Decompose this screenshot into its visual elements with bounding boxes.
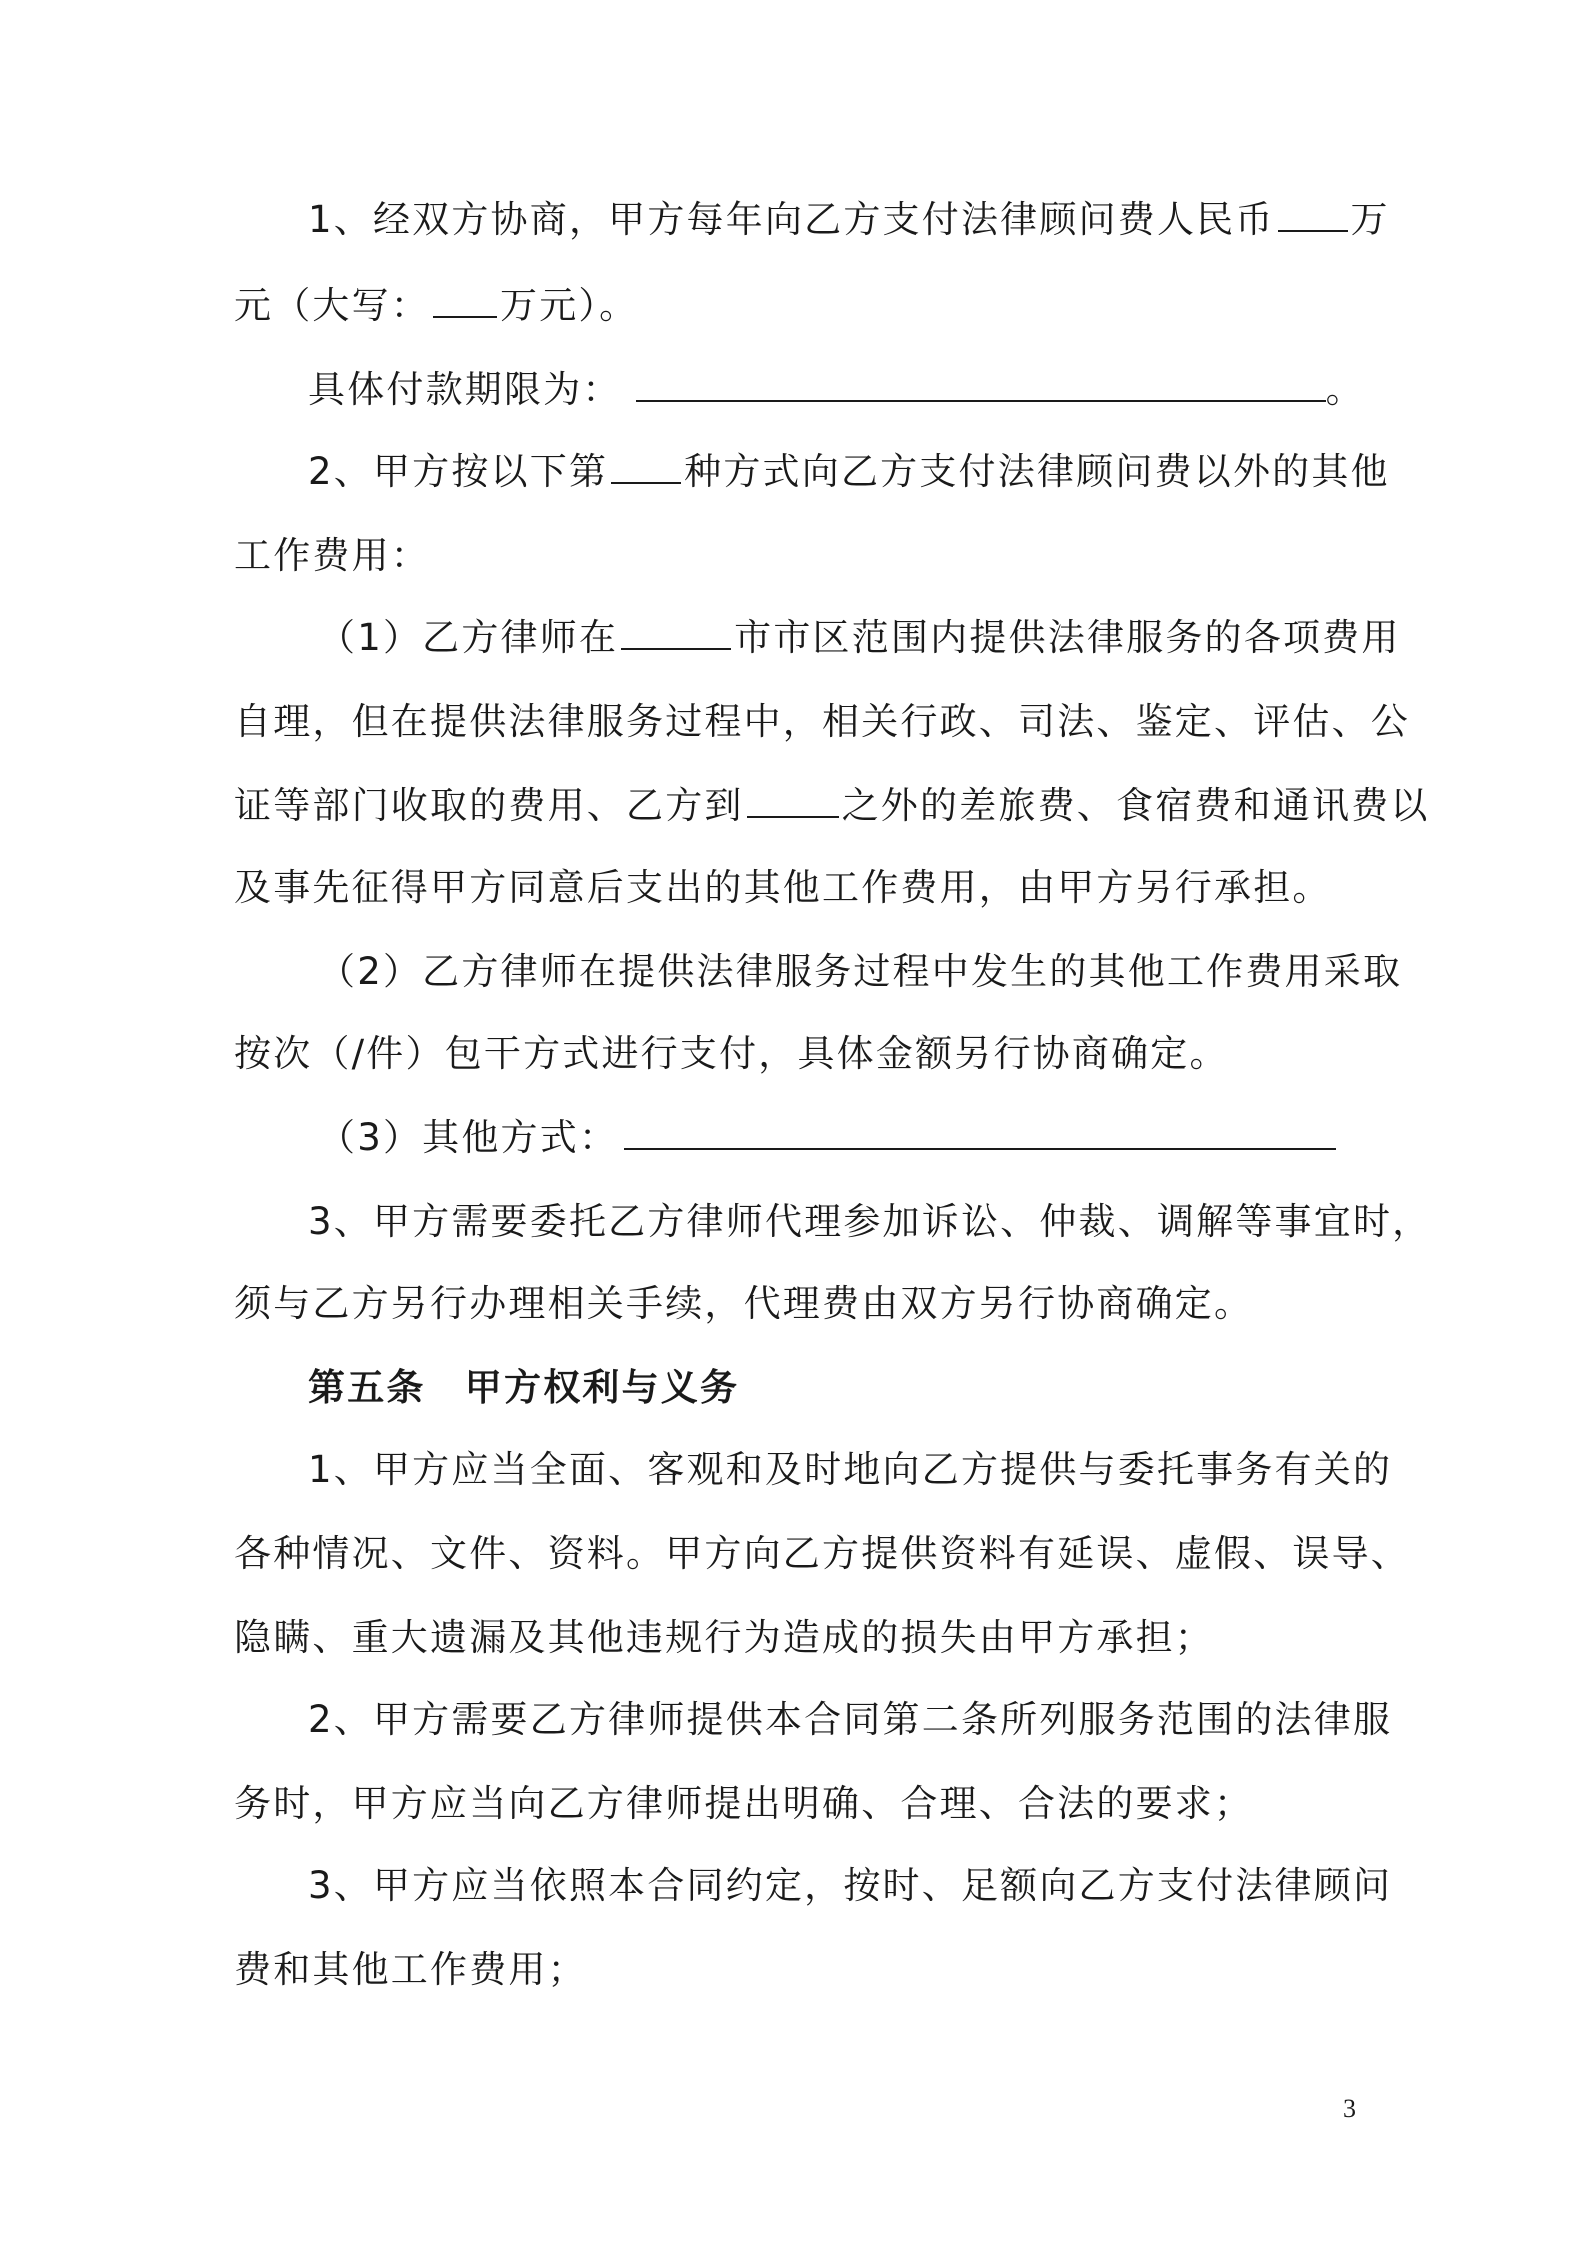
fill-in-blank[interactable] xyxy=(624,1112,1336,1150)
fill-in-blank[interactable] xyxy=(621,612,731,650)
paragraph-line: 工作费用： xyxy=(234,534,430,577)
paragraph-line: 3、甲方需要委托乙方律师代理参加诉讼、仲裁、调解等事宜时， xyxy=(308,1200,1432,1243)
paragraph-line: 费和其他工作费用； xyxy=(234,1948,587,1991)
paragraph-line: 3、甲方应当依照本合同约定，按时、足额向乙方支付法律顾问 xyxy=(308,1864,1393,1907)
fill-in-blank[interactable] xyxy=(1278,194,1348,232)
paragraph-line: 各种情况、文件、资料。甲方向乙方提供资料有延误、虚假、误导、 xyxy=(234,1532,1410,1575)
paragraph-line: 须与乙方另行办理相关手续，代理费由双方另行协商确定。 xyxy=(234,1282,1254,1325)
paragraph-line: 2、甲方按以下第 种方式向乙方支付法律顾问费以外的其他 xyxy=(308,446,1390,498)
paragraph-line: 隐瞒、重大遗漏及其他违规行为造成的损失由甲方承担； xyxy=(234,1616,1214,1659)
fill-in-blank[interactable] xyxy=(636,364,1326,402)
paragraph-line: 务时，甲方应当向乙方律师提出明确、合理、合法的要求； xyxy=(234,1782,1254,1825)
paragraph-line: 自理，但在提供法律服务过程中，相关行政、司法、鉴定、评估、公 xyxy=(234,700,1410,743)
fill-in-blank[interactable] xyxy=(433,280,497,318)
paragraph-line: 元（大写： 万元）。 xyxy=(234,280,638,332)
paragraph-line: 具体付款期限为： 。 xyxy=(308,364,1365,416)
paragraph-line: （2）乙方律师在提供法律服务过程中发生的其他工作费用采取 xyxy=(318,950,1403,993)
paragraph-line: 及事先征得甲方同意后支出的其他工作费用，由甲方另行承担。 xyxy=(234,866,1332,909)
paragraph-line: 证等部门收取的费用、乙方到 之外的差旅费、食宿费和通讯费以 xyxy=(234,780,1430,832)
paragraph-line: 1、经双方协商，甲方每年向乙方支付法律顾问费人民币 万 xyxy=(308,194,1390,246)
page-number: 3 xyxy=(1343,2094,1356,2123)
section-heading: 第五条 甲方权利与义务 xyxy=(308,1366,740,1409)
paragraph-line: （3）其他方式： xyxy=(318,1112,1339,1164)
paragraph-line: 1、甲方应当全面、客观和及时地向乙方提供与委托事务有关的 xyxy=(308,1448,1393,1491)
fill-in-blank[interactable] xyxy=(611,446,681,484)
fill-in-blank[interactable] xyxy=(747,780,839,818)
paragraph-line: 按次（/件）包干方式进行支付，具体金额另行协商确定。 xyxy=(234,1032,1229,1075)
paragraph-line: （1）乙方律师在 市市区范围内提供法律服务的各项费用 xyxy=(318,612,1401,664)
paragraph-line: 2、甲方需要乙方律师提供本合同第二条所列服务范围的法律服 xyxy=(308,1698,1393,1741)
